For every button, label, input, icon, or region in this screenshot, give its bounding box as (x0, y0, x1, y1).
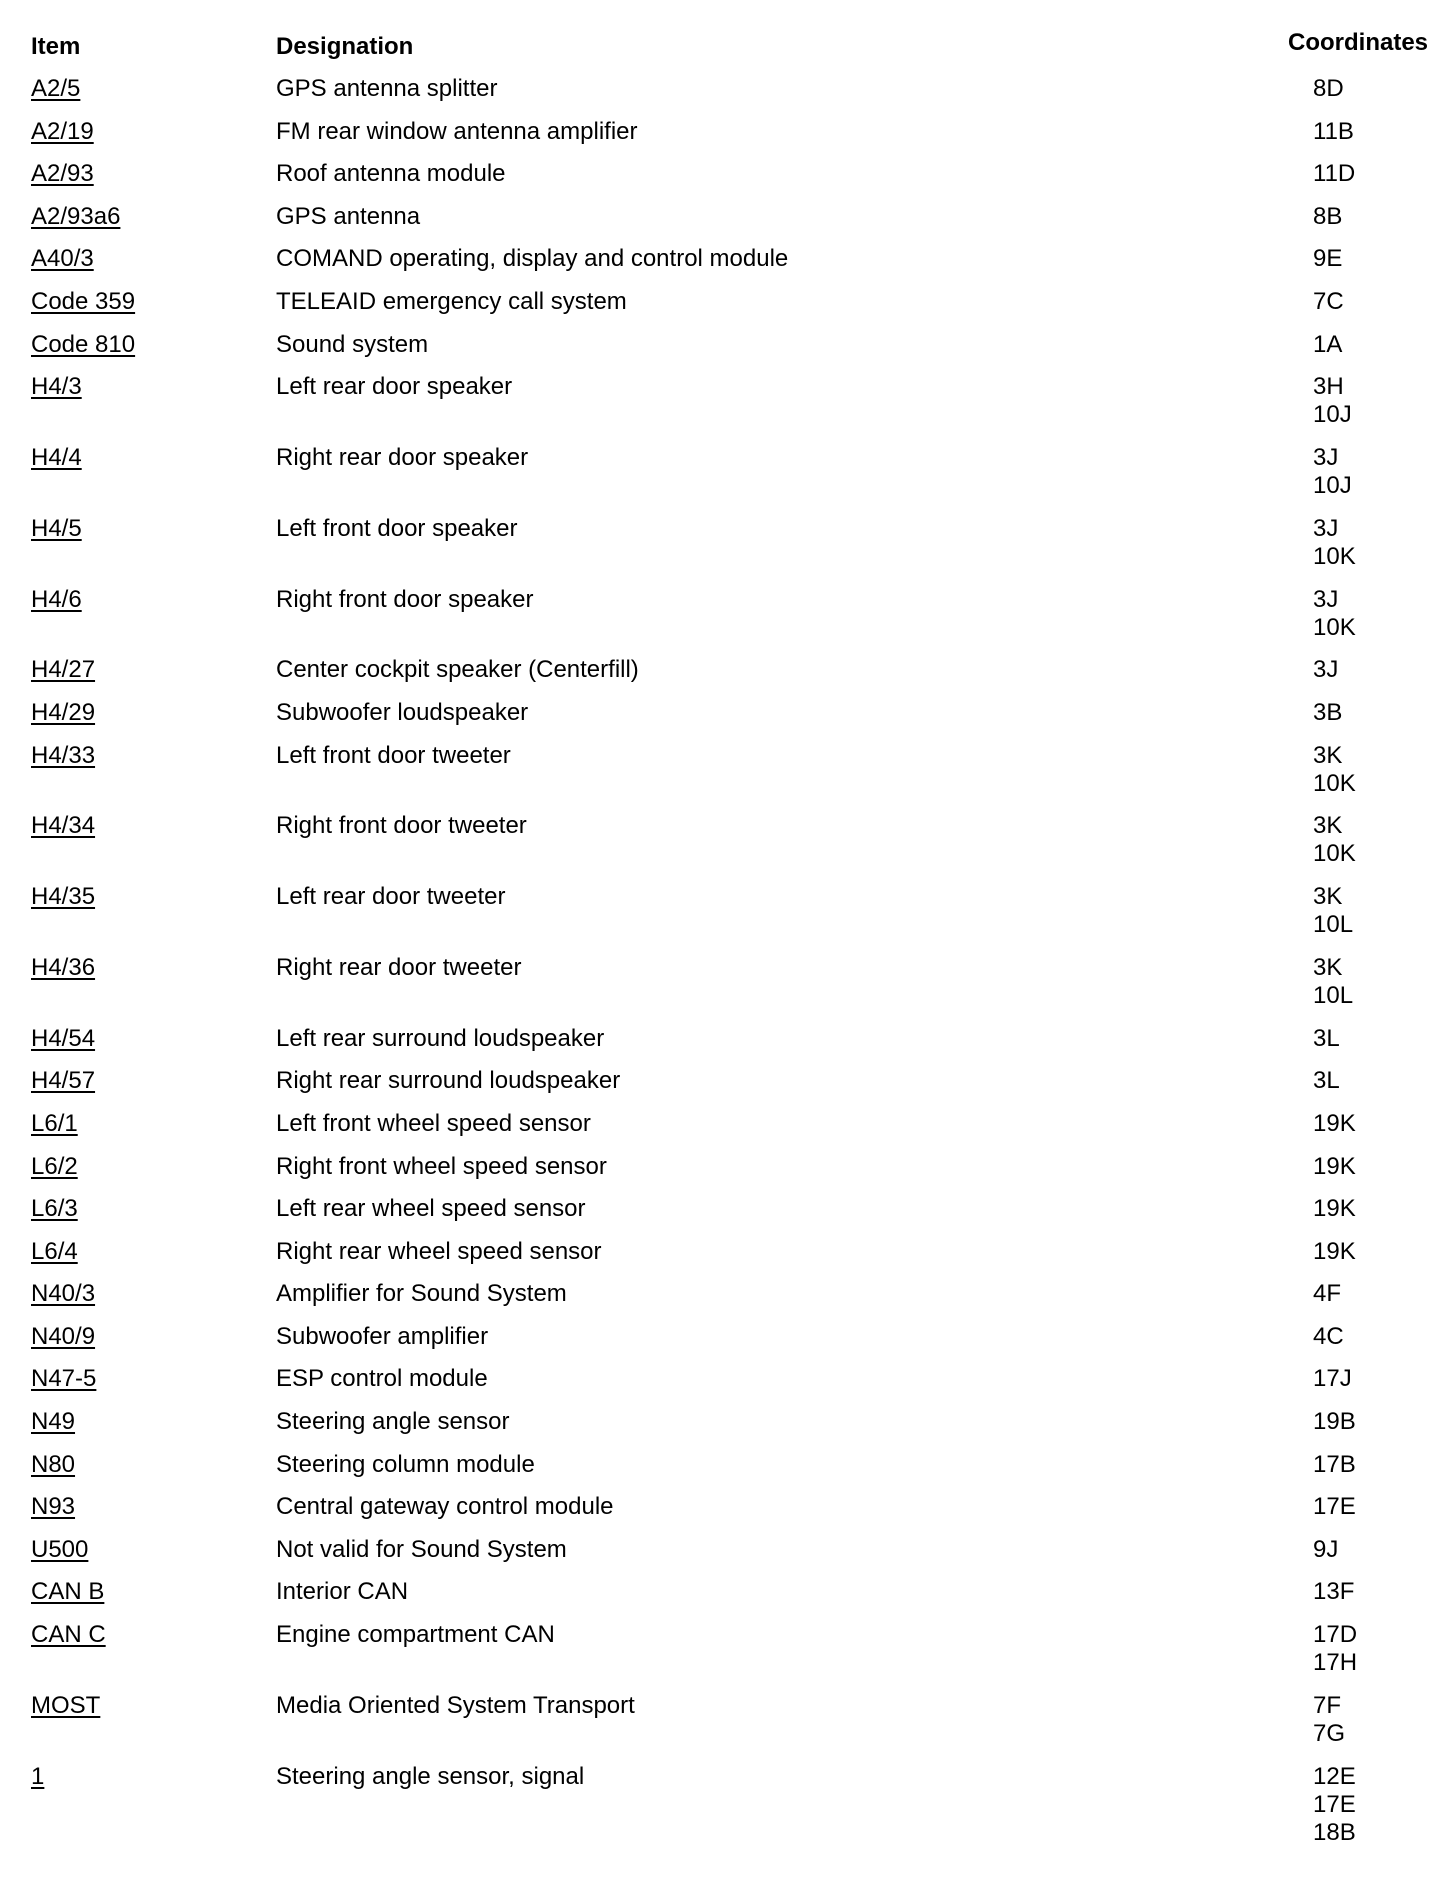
item-link[interactable]: U500 (31, 1535, 89, 1563)
designation-text: Right rear door tweeter (276, 953, 522, 981)
designation-text: GPS antenna (276, 202, 421, 230)
table-row (0, 656, 1456, 699)
item-link[interactable]: L6/2 (31, 1152, 78, 1180)
item-link[interactable]: H4/5 (31, 514, 82, 542)
designation-text: ESP control module (276, 1365, 488, 1393)
table-row (0, 75, 1456, 118)
table-header (0, 29, 1456, 62)
designation-text: Right front door tweeter (276, 812, 527, 840)
designation-text: Sound system (276, 330, 429, 358)
coordinate-value: 7C (1313, 287, 1344, 315)
coordinate-value: 3L (1313, 1067, 1340, 1095)
designation-text: Right rear surround loudspeaker (276, 1067, 621, 1095)
coordinate-value: 12E (1313, 1762, 1356, 1790)
table-row (0, 586, 1456, 657)
table-row (0, 118, 1456, 161)
coordinate-value: 19K (1313, 1195, 1356, 1223)
coordinates-cell (1313, 1067, 1340, 1095)
designation-text: GPS antenna splitter (276, 75, 498, 102)
designation-text: TELEAID emergency call system (276, 287, 627, 315)
table-row (0, 373, 1456, 444)
designation-text: Engine compartment CAN (276, 1621, 555, 1649)
coordinate-value: 17J (1313, 1365, 1352, 1393)
designation-text: Right front wheel speed sensor (276, 1152, 607, 1180)
table-row (0, 203, 1456, 246)
coordinate-value: 3K (1313, 812, 1343, 840)
designation-text: Subwoofer loudspeaker (276, 698, 529, 726)
coordinate-value: 10K (1313, 769, 1356, 797)
item-link[interactable]: H4/54 (31, 1024, 96, 1052)
designation-text: Interior CAN (276, 1578, 409, 1606)
designation-text: Central gateway control module (276, 1493, 614, 1521)
coordinates-cell (1313, 288, 1344, 316)
coordinate-value: 4C (1313, 1322, 1344, 1350)
item-link[interactable]: H4/36 (31, 953, 96, 981)
coordinates-cell (1313, 203, 1342, 231)
coordinates-cell (1313, 373, 1352, 429)
table-row (0, 1536, 1456, 1579)
coordinates-cell (1313, 1280, 1341, 1308)
table-row (0, 1067, 1456, 1110)
designation-text: Right rear door speaker (276, 443, 529, 471)
item-link[interactable]: CAN B (31, 1578, 105, 1606)
table-row (0, 288, 1456, 331)
item-link[interactable]: Code 810 (31, 330, 136, 358)
designation-text: Left rear surround loudspeaker (276, 1024, 605, 1052)
coordinates-cell (1313, 1451, 1356, 1479)
table-row (0, 515, 1456, 586)
coordinate-value: 3J (1313, 514, 1339, 542)
coordinate-value: 10J (1313, 471, 1352, 499)
header-coordinates: Coordinates (1288, 29, 1429, 56)
table-row (0, 1110, 1456, 1153)
item-link[interactable]: CAN C (31, 1621, 106, 1649)
coordinate-value: 10K (1313, 542, 1356, 570)
designation-text: Right front door speaker (276, 585, 534, 613)
item-link[interactable]: H4/3 (31, 373, 82, 401)
coordinate-value: 17D (1313, 1621, 1358, 1649)
coordinates-cell (1313, 1578, 1354, 1606)
designation-text: Not valid for Sound System (276, 1535, 567, 1563)
coordinate-value: 10J (1313, 401, 1352, 429)
coordinates-cell (1313, 1763, 1356, 1847)
designation-text: Left front door tweeter (276, 741, 511, 769)
coordinate-value: 3H (1313, 373, 1344, 401)
coordinates-cell (1313, 1025, 1340, 1053)
designation-text: Center cockpit speaker (Centerfill) (276, 656, 639, 684)
coordinate-value: 7G (1313, 1719, 1346, 1747)
coordinates-cell (1313, 1536, 1338, 1564)
coordinate-value: 10K (1313, 613, 1356, 641)
designation-text: Steering column module (276, 1450, 535, 1478)
coordinates-cell (1313, 515, 1356, 571)
table-row (0, 160, 1456, 203)
coordinates-cell (1313, 160, 1355, 188)
item-link[interactable]: H4/33 (31, 741, 96, 769)
table-row (0, 954, 1456, 1025)
item-link[interactable]: N49 (31, 1408, 76, 1436)
coordinates-cell (1313, 1153, 1356, 1181)
item-link[interactable]: N93 (31, 1493, 76, 1521)
coordinates-cell (1313, 1493, 1356, 1521)
coordinate-value: 3K (1313, 953, 1343, 981)
coordinate-value: 8B (1313, 202, 1343, 230)
table-row (0, 331, 1456, 374)
item-link[interactable]: N47-5 (31, 1365, 97, 1393)
coordinate-value: 19K (1313, 1237, 1356, 1265)
coordinate-value: 11B (1313, 117, 1354, 145)
item-link[interactable]: N40/9 (31, 1322, 96, 1350)
coordinates-cell (1313, 444, 1352, 500)
item-link[interactable]: A2/19 (31, 117, 94, 145)
item-link[interactable]: A2/93 (31, 160, 94, 188)
coordinates-cell (1313, 699, 1342, 727)
table-row (0, 1408, 1456, 1451)
coordinates-cell (1313, 1323, 1344, 1351)
table-row (0, 1280, 1456, 1323)
designation-text: Left rear door tweeter (276, 883, 506, 911)
item-link[interactable]: N80 (31, 1450, 76, 1478)
table-row (0, 1763, 1456, 1862)
item-link[interactable]: A2/93a6 (31, 202, 121, 230)
designation-text: Steering angle sensor (276, 1408, 510, 1436)
coordinates-cell (1313, 812, 1356, 868)
coordinate-value: 8D (1313, 75, 1344, 102)
coordinate-value: 1A (1313, 330, 1343, 358)
item-link[interactable]: Code 359 (31, 287, 136, 315)
table-row (0, 1692, 1456, 1763)
item-link[interactable]: A40/3 (31, 245, 94, 273)
coordinates-cell (1313, 586, 1356, 642)
coordinate-value: 17E (1313, 1493, 1356, 1521)
designation-text: Left rear door speaker (276, 373, 513, 401)
table-row (0, 1578, 1456, 1621)
item-link[interactable]: H4/29 (31, 698, 96, 726)
table-row (0, 1451, 1456, 1494)
coordinates-cell (1313, 1110, 1356, 1138)
coordinate-value: 10L (1313, 981, 1354, 1009)
item-link[interactable]: H4/34 (31, 812, 96, 840)
coordinates-cell (1313, 1408, 1356, 1436)
coordinates-cell (1313, 742, 1356, 798)
table-row (0, 1323, 1456, 1366)
coordinates-cell (1313, 75, 1344, 103)
coordinates-cell (1313, 118, 1354, 146)
coordinates-cell (1313, 954, 1353, 1010)
coordinates-cell (1313, 331, 1342, 359)
coordinate-value: 19B (1313, 1408, 1356, 1436)
header-designation: Designation (276, 33, 414, 60)
coordinates-cell (1313, 245, 1342, 273)
coordinate-value: 3B (1313, 698, 1343, 726)
designation-text: COMAND operating, display and control module (276, 245, 789, 273)
designation-text: FM rear window antenna amplifier (276, 117, 638, 145)
item-link[interactable]: A2/5 (31, 75, 81, 102)
coordinate-value: 10K (1313, 840, 1356, 868)
table-row (0, 444, 1456, 515)
coordinates-cell (1313, 1195, 1356, 1223)
table-row (0, 1195, 1456, 1238)
table-row (0, 1238, 1456, 1281)
coordinate-value: 19K (1313, 1109, 1356, 1137)
coordinate-value: 3L (1313, 1024, 1340, 1052)
designation-text: Right rear wheel speed sensor (276, 1237, 602, 1265)
coordinate-value: 17B (1313, 1450, 1356, 1478)
item-link[interactable]: H4/4 (31, 443, 82, 471)
table-row (0, 1025, 1456, 1068)
coordinate-value: 9E (1313, 245, 1343, 273)
item-link[interactable]: N40/3 (31, 1280, 96, 1308)
item-link[interactable]: H4/27 (31, 656, 96, 684)
designation-text: Amplifier for Sound System (276, 1280, 567, 1308)
item-link[interactable]: H4/6 (31, 585, 82, 613)
coordinate-value: 3J (1313, 443, 1339, 471)
coordinate-value: 18B (1313, 1818, 1356, 1846)
table-row (0, 1153, 1456, 1196)
table-row (0, 1365, 1456, 1408)
designation-text: Subwoofer amplifier (276, 1322, 489, 1350)
coordinates-cell (1313, 656, 1338, 684)
designation-text: Left front door speaker (276, 514, 518, 542)
table-row (0, 699, 1456, 742)
item-link[interactable]: H4/57 (31, 1067, 96, 1095)
item-link[interactable]: MOST (31, 1691, 101, 1719)
coordinates-cell (1313, 1365, 1352, 1393)
coordinate-value: 3K (1313, 883, 1343, 911)
coordinate-value: 19K (1313, 1152, 1356, 1180)
table-row (0, 1493, 1456, 1536)
coordinates-cell (1313, 1621, 1357, 1677)
coordinate-value: 10L (1313, 911, 1354, 939)
coordinate-value: 13F (1313, 1578, 1355, 1606)
coordinate-value: 7F (1313, 1691, 1342, 1719)
coordinate-value: 3J (1313, 656, 1339, 684)
item-link[interactable]: L6/3 (31, 1195, 78, 1223)
table-row (0, 1621, 1456, 1692)
coordinate-value: 11D (1313, 160, 1356, 188)
coordinate-value: 4F (1313, 1280, 1342, 1308)
designation-text: Left front wheel speed sensor (276, 1109, 591, 1137)
table-row (0, 742, 1456, 813)
table-row (0, 883, 1456, 954)
table-row (0, 812, 1456, 883)
designation-text: Media Oriented System Transport (276, 1691, 635, 1719)
coordinate-value: 3J (1313, 585, 1339, 613)
coordinates-cell (1313, 1692, 1345, 1748)
designation-text: Roof antenna module (276, 160, 506, 188)
table-row (0, 245, 1456, 288)
coordinate-value: 17E (1313, 1790, 1356, 1818)
item-link[interactable]: L6/1 (31, 1109, 78, 1137)
coordinate-value: 9J (1313, 1535, 1339, 1563)
item-link[interactable]: 1 (31, 1762, 45, 1790)
legend-table-body (0, 75, 1456, 1862)
coordinate-value: 3K (1313, 741, 1343, 769)
header-item: Item (31, 33, 81, 60)
item-link[interactable]: L6/4 (31, 1237, 78, 1265)
coordinates-cell (1313, 1238, 1356, 1266)
coordinates-cell (1313, 883, 1353, 939)
designation-text: Steering angle sensor, signal (276, 1762, 585, 1790)
designation-text: Left rear wheel speed sensor (276, 1195, 586, 1223)
coordinate-value: 17H (1313, 1649, 1358, 1677)
item-link[interactable]: H4/35 (31, 883, 96, 911)
